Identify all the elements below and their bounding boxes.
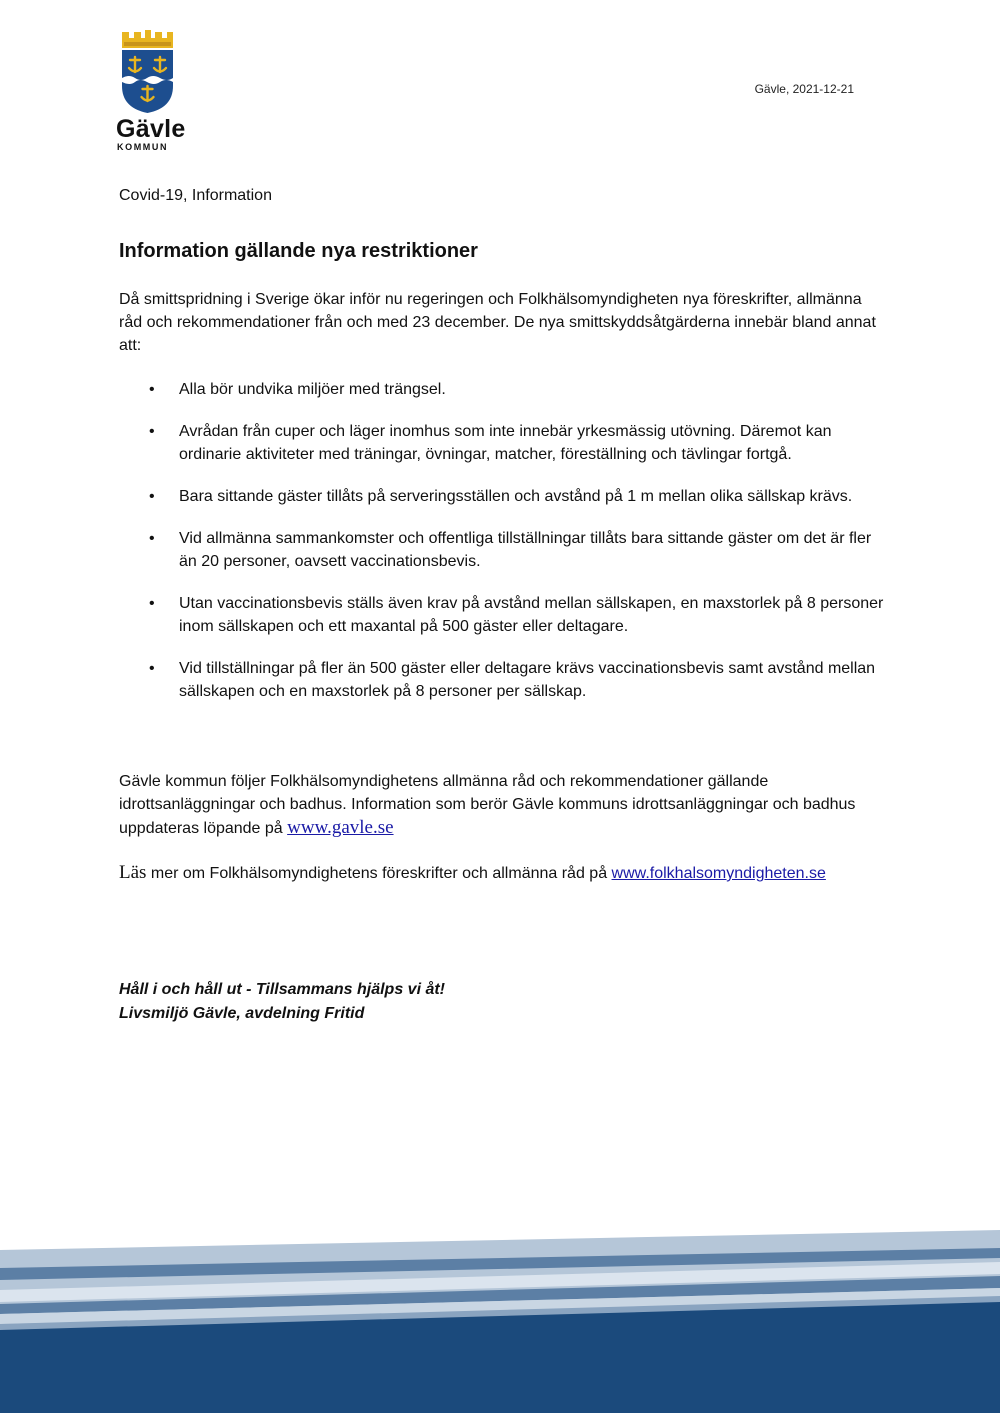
list-item-text: Avrådan från cuper och läger inomhus som inte innebär yrkesmässig utövning. Däremot kan ordinarie aktiviteter med träningar, övningar, matcher, föreställning och tävlingar fortgå.: [179, 423, 832, 463]
folkhalsomyndigheten-link[interactable]: www.folkhalsomyndigheten.se: [611, 865, 826, 882]
list-item-text: Alla bör undvika miljöer med trängsel.: [179, 381, 446, 398]
bullet-icon: •: [149, 660, 155, 677]
bullet-icon: •: [149, 423, 155, 440]
document-date: Gävle, 2021-12-21: [754, 82, 854, 96]
read-more-lead: Läs: [119, 862, 147, 883]
closing-signature: [119, 978, 445, 1026]
restrictions-list: [119, 378, 889, 722]
facilities-paragraph: [119, 770, 889, 840]
facilities-text: Gävle kommun följer Folkhälsomyndighetens allmänna råd och rekommendationer gällande idrottsanläggningar och badhus. Information som berör Gävle kommuns idrottsanläggningar och badhus uppdateras löpande på: [119, 773, 856, 837]
list-item: [119, 485, 889, 508]
gavle-coat-of-arms-icon: [116, 28, 178, 114]
list-item-text: Utan vaccinationsbevis ställs även krav på avstånd mellan sällskapen, en maxstorlek på 8 personer inom sällskapen och ett maxantal på 500 gäster eller deltagare.: [179, 595, 884, 635]
list-item: [119, 378, 889, 401]
document-category: Covid-19, Information: [119, 187, 272, 204]
intro-paragraph: Då smittspridning i Sverige ökar inför nu regeringen och Folkhälsomyndigheten nya föreskrifter, allmänna råd och rekommendationer från och med 23 december. De nya smittskyddsåtgärderna innebär bland annat att:: [119, 291, 876, 354]
list-item: [119, 657, 889, 703]
list-item-text: Bara sittande gäster tillåts på serveringsställen och avstånd på 1 m mellan olika sällskap krävs.: [179, 488, 853, 505]
gavle-logo: [116, 28, 186, 152]
list-item: [119, 420, 889, 466]
read-more-paragraph: [119, 861, 909, 885]
closing-slogan: Håll i och håll ut - Tillsammans hjälps vi åt!: [119, 981, 446, 998]
logo-name: Gävle: [116, 115, 186, 143]
logo-subtitle: KOMMUN: [117, 142, 169, 152]
bullet-icon: •: [149, 530, 155, 547]
list-item: [119, 527, 889, 573]
closing-department: Livsmiljö Gävle, avdelning Fritid: [119, 1005, 365, 1022]
bullet-icon: •: [149, 381, 155, 398]
footer-wave-decoration: [0, 1210, 1000, 1413]
list-item: [119, 592, 889, 638]
bullet-icon: •: [149, 488, 155, 505]
gavle-link[interactable]: www.gavle.se: [287, 817, 394, 838]
document-title: Information gällande nya restriktioner: [119, 240, 478, 262]
list-item-text: Vid tillställningar på fler än 500 gäster eller deltagare krävs vaccinationsbevis samt avstånd mellan sällskapen och en maxstorlek på 8 personer per sällskap.: [179, 660, 876, 700]
read-more-text: mer om Folkhälsomyndighetens föreskrifter och allmänna råd på: [146, 865, 612, 882]
bullet-icon: •: [149, 595, 155, 612]
list-item-text: Vid allmänna sammankomster och offentliga tillställningar tillåts bara sittande gäster om det är fler än 20 personer, oavsett vaccinationsbevis.: [179, 530, 872, 570]
